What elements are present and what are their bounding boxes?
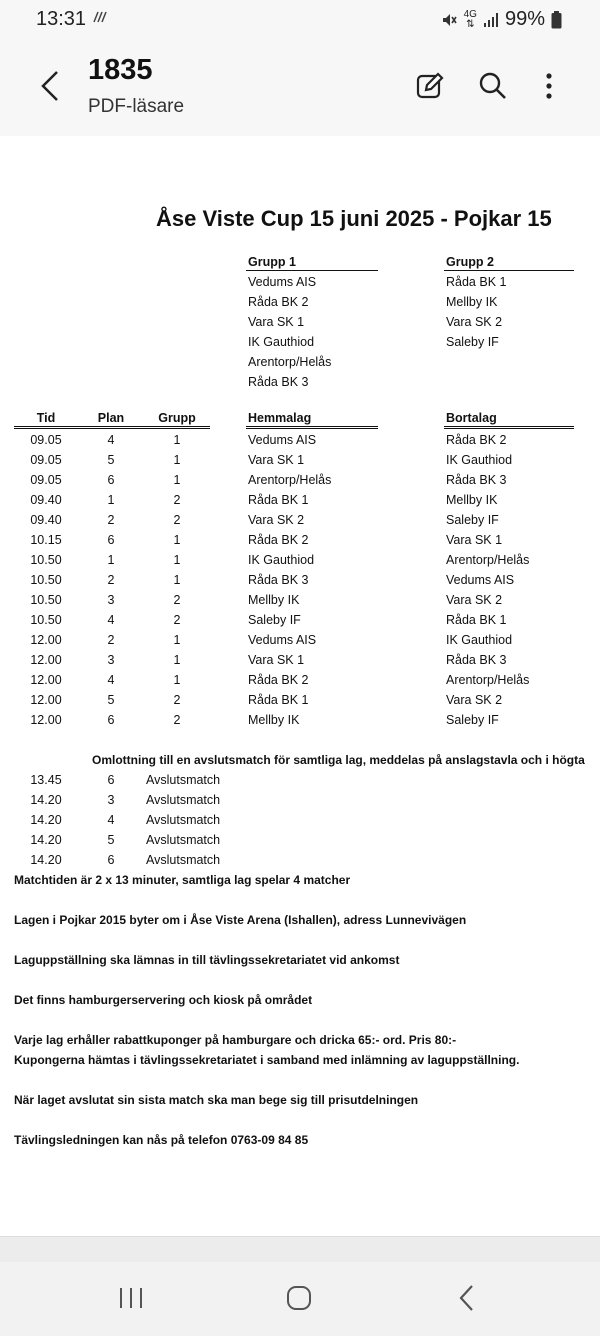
edit-button[interactable] (410, 66, 450, 106)
group2-team: Vara SK 2 (446, 315, 503, 329)
group1-title: Grupp 1 (248, 255, 296, 269)
group1-team: Vedums AIS (248, 275, 317, 289)
search-icon (478, 71, 508, 101)
group1-underline (246, 270, 378, 271)
info-line: Kupongerna hämtas i tävlingssekretariatet i samband med inlämning av laguppställning. (14, 1053, 520, 1067)
more-options-button[interactable] (529, 66, 569, 106)
col-header-hemmalag: Hemmalag (248, 411, 312, 425)
home-icon (286, 1285, 312, 1311)
group1-team: IK Gauthiod (248, 335, 315, 349)
info-line: Matchtiden är 2 x 13 minuter, samtliga lag spelar 4 matcher (14, 873, 351, 887)
app-subtitle: PDF-läsare (88, 96, 185, 117)
table-header-rule (14, 426, 210, 429)
group2-team: Råda BK 1 (446, 275, 507, 289)
search-button[interactable] (473, 66, 513, 106)
home-button[interactable] (274, 1278, 324, 1318)
recent-apps-icon (118, 1286, 144, 1310)
nav-back-button[interactable] (442, 1278, 492, 1318)
back-arrow-icon (39, 69, 61, 103)
battery-percent: 99% (504, 8, 545, 30)
col-header-bortalag: Bortalag (446, 411, 497, 425)
info-line: Varje lag erhåller rabattkuponger på hamburgare och dricka 65:- ord. Pris 80:- (14, 1033, 457, 1047)
recent-apps-button[interactable] (106, 1278, 156, 1318)
back-button[interactable] (30, 66, 70, 106)
battery-icon (551, 11, 562, 29)
group2-underline (444, 270, 574, 271)
status-bar (0, 0, 600, 40)
group1-team: Vara SK 1 (248, 315, 305, 329)
info-line: Laguppställning ska lämnas in till tävlingssekretariatet vid ankomst (14, 953, 400, 967)
col-header-plan: Plan (97, 411, 125, 425)
final-match-note: Omlottning till en avslutsmatch för samtliga lag, meddelas på anslagstavla och i högta (92, 753, 585, 767)
group1-team: Arentorp/Helås (248, 355, 332, 369)
page-edge (0, 1236, 600, 1262)
edit-icon (415, 71, 445, 101)
info-line: Lagen i Pojkar 2015 byter om i Åse Viste Arena (Ishallen), adress Lunnevivägen (14, 913, 467, 927)
info-line: När laget avslutat sin sista match ska man bege sig till prisutdelningen (14, 1093, 419, 1107)
group1-team: Råda BK 3 (248, 375, 309, 389)
nav-back-icon (458, 1284, 476, 1312)
col-header-grupp: Grupp (158, 411, 196, 425)
pdf-page: Åse Viste Cup 15 juni 2025 - Pojkar 15 Grupp 1 Grupp 2 Vedums AIS Råda BK 2 Vara SK 1 IK Gauthiod Arentorp/Helås Råda BK 3 Råda BK 1 Mellby IK Vara SK 2 Saleby IF Tid Plan Grupp Hemmalag Bortalag 09.05 4 1 Vedums AIS Råda BK 2 09.05 5 1 Vara SK 1 IK Gauthiod 09.05 6 1 Arentorp/Helås Råda BK 3 09.40 1 2 Råda BK 1 Mellby IK 09.40 2 2 Vara SK 2 Saleby IF 10.15 6 1 Råda BK 2 Vara SK 1 10.50 1 1 IK Gauthiod Arentorp/Helås 10.50 2 1 Råda BK 3 Vedums AIS 10.50 3 2 Mellby IK Vara SK 2 10.50 4 2 Saleby IF Råda BK 1 12.00 2 1 Vedums AIS IK Gauthiod 12.00 3 1 Vara SK 1 Råda BK 3 12.00 4 1 Råda BK 2 Arentorp/Helås 12.00 5 2 Råda BK 1 Vara SK 2 12.00 6 2 Mellby IK Saleby IF Omlottning till en avslutsmatch för samtliga lag, meddelas på anslagstavla och i högta 13.45 6 Avslutsmatch 14.20 3 Avslutsmatch 14.20 4 Avslutsmatch 14.20 5 Avslutsmatch 14.20 6 Avslutsmatch Matchtiden är 2 x 13 minuter, samtliga lag spelar 4 matcher Lagen i Pojkar 2015 byter om i Åse Viste Arena (Ishallen), adress Lunnevivägen Laguppställning ska lämnas in till tävlingssekretariatet vid ankomst Det finns hamburgerservering och kiosk på området Varje lag erhåller rabattkuponger på hamburgare och dricka 65:- ord. Pris 80:- Kupongerna hämtas i tävlingssekretariatet i samband med inlämning av laguppställning. När laget avslutat sin sista match ska man bege sig till prisutdelningen Tävlingsledningen kan nås på telefon 0763-09 84 85 (0, 136, 600, 1236)
info-line: Det finns hamburgerservering och kiosk på området (14, 993, 313, 1007)
table-header-rule (246, 426, 378, 429)
status-time: 13:31 (36, 8, 87, 30)
col-header-tid: Tid (36, 411, 56, 425)
document-heading: Åse Viste Cup 15 juni 2025 - Pojkar 15 (156, 206, 552, 231)
table-header-rule (444, 426, 574, 429)
info-line: Tävlingsledningen kan nås på telefon 0763-09 84 85 (14, 1133, 309, 1147)
mute-icon (440, 11, 458, 29)
group2-team: Mellby IK (446, 295, 498, 309)
group2-team: Saleby IF (446, 335, 499, 349)
data-activity-icon (92, 10, 108, 27)
signal-icon (483, 12, 499, 28)
app-header (0, 40, 600, 136)
network-type-icon: 4G ⇅ (463, 8, 477, 30)
document-title: 1835 (88, 54, 153, 86)
group1-team: Råda BK 2 (248, 295, 309, 309)
navigation-bar (0, 1262, 600, 1336)
more-vertical-icon (545, 72, 553, 100)
group2-title: Grupp 2 (446, 255, 494, 269)
